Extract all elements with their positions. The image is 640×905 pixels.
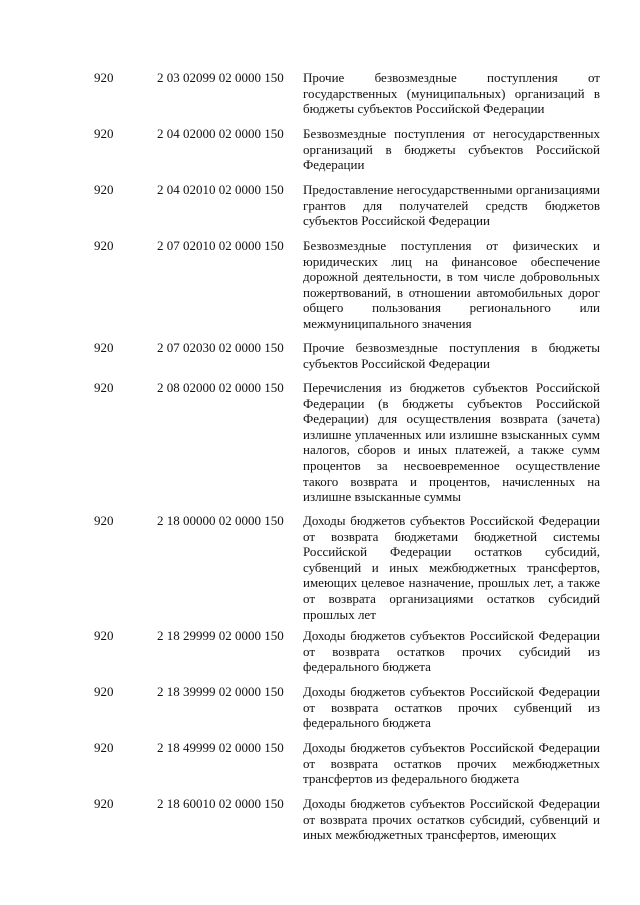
kbk-code: 2 18 29999 02 0000 150 xyxy=(157,628,284,643)
admin-code: 920 xyxy=(94,740,114,755)
income-name: Доходы бюджетов субъектов Российской Федерации от возврата прочих остатков субсидий, субвенций и иных межбюджетных трансфертов, имеющих xyxy=(303,796,600,843)
kbk-code: 2 18 39999 02 0000 150 xyxy=(157,684,284,699)
kbk-code: 2 07 02010 02 0000 150 xyxy=(157,238,284,253)
admin-code: 920 xyxy=(94,796,114,811)
income-name: Перечисления из бюджетов субъектов Российской Федерации (в бюджеты субъектов Российской Федерации) для осуществления возврата (зачета) излишне уплаченных или излишне взысканных сумм налогов, сборов и иных платежей, а также сумм процентов за несвоевременное осуществление такого возврата и процентов, начисленных на излишне взысканные суммы xyxy=(303,380,600,505)
kbk-code: 2 08 02000 02 0000 150 xyxy=(157,380,284,395)
admin-code: 920 xyxy=(94,126,114,141)
admin-code: 920 xyxy=(94,182,114,197)
admin-code: 920 xyxy=(94,628,114,643)
income-name: Безвозмездные поступления от негосударственных организаций в бюджеты субъектов Российской Федерации xyxy=(303,126,600,173)
kbk-code: 2 04 02000 02 0000 150 xyxy=(157,126,284,141)
income-name: Прочие безвозмездные поступления от государственных (муниципальных) организаций в бюджеты субъектов Российской Федерации xyxy=(303,70,600,117)
income-name: Предоставление негосударственными организациями грантов для получателей средств бюджетов субъектов Российской Федерации xyxy=(303,182,600,229)
admin-code: 920 xyxy=(94,70,114,85)
admin-code: 920 xyxy=(94,513,114,528)
income-name: Доходы бюджетов субъектов Российской Федерации от возврата остатков прочих межбюджетных трансфертов из федерального бюджета xyxy=(303,740,600,787)
kbk-code: 2 07 02030 02 0000 150 xyxy=(157,340,284,355)
admin-code: 920 xyxy=(94,238,114,253)
income-name: Прочие безвозмездные поступления в бюджеты субъектов Российской Федерации xyxy=(303,340,600,371)
kbk-code: 2 18 49999 02 0000 150 xyxy=(157,740,284,755)
kbk-code: 2 18 00000 02 0000 150 xyxy=(157,513,284,528)
admin-code: 920 xyxy=(94,340,114,355)
kbk-code: 2 04 02010 02 0000 150 xyxy=(157,182,284,197)
admin-code: 920 xyxy=(94,684,114,699)
income-name: Доходы бюджетов субъектов Российской Федерации от возврата остатков прочих субвенций из федерального бюджета xyxy=(303,684,600,731)
income-name: Доходы бюджетов субъектов Российской Федерации от возврата бюджетами бюджетной системы Российской Федерации остатков субсидий, субвенций и иных межбюджетных трансфертов, имеющих целевое назначение, прошлых лет, а также от возврата организациями остатков субсидий прошлых лет xyxy=(303,513,600,622)
kbk-code: 2 18 60010 02 0000 150 xyxy=(157,796,284,811)
kbk-code: 2 03 02099 02 0000 150 xyxy=(157,70,284,85)
income-name: Доходы бюджетов субъектов Российской Федерации от возврата остатков прочих субсидий из федерального бюджета xyxy=(303,628,600,675)
admin-code: 920 xyxy=(94,380,114,395)
income-name: Безвозмездные поступления от физических и юридических лиц на финансовое обеспечение дорожной деятельности, в том числе добровольных пожертвований, в отношении автомобильных дорог общего пользования регионального или межмуниципального значения xyxy=(303,238,600,331)
